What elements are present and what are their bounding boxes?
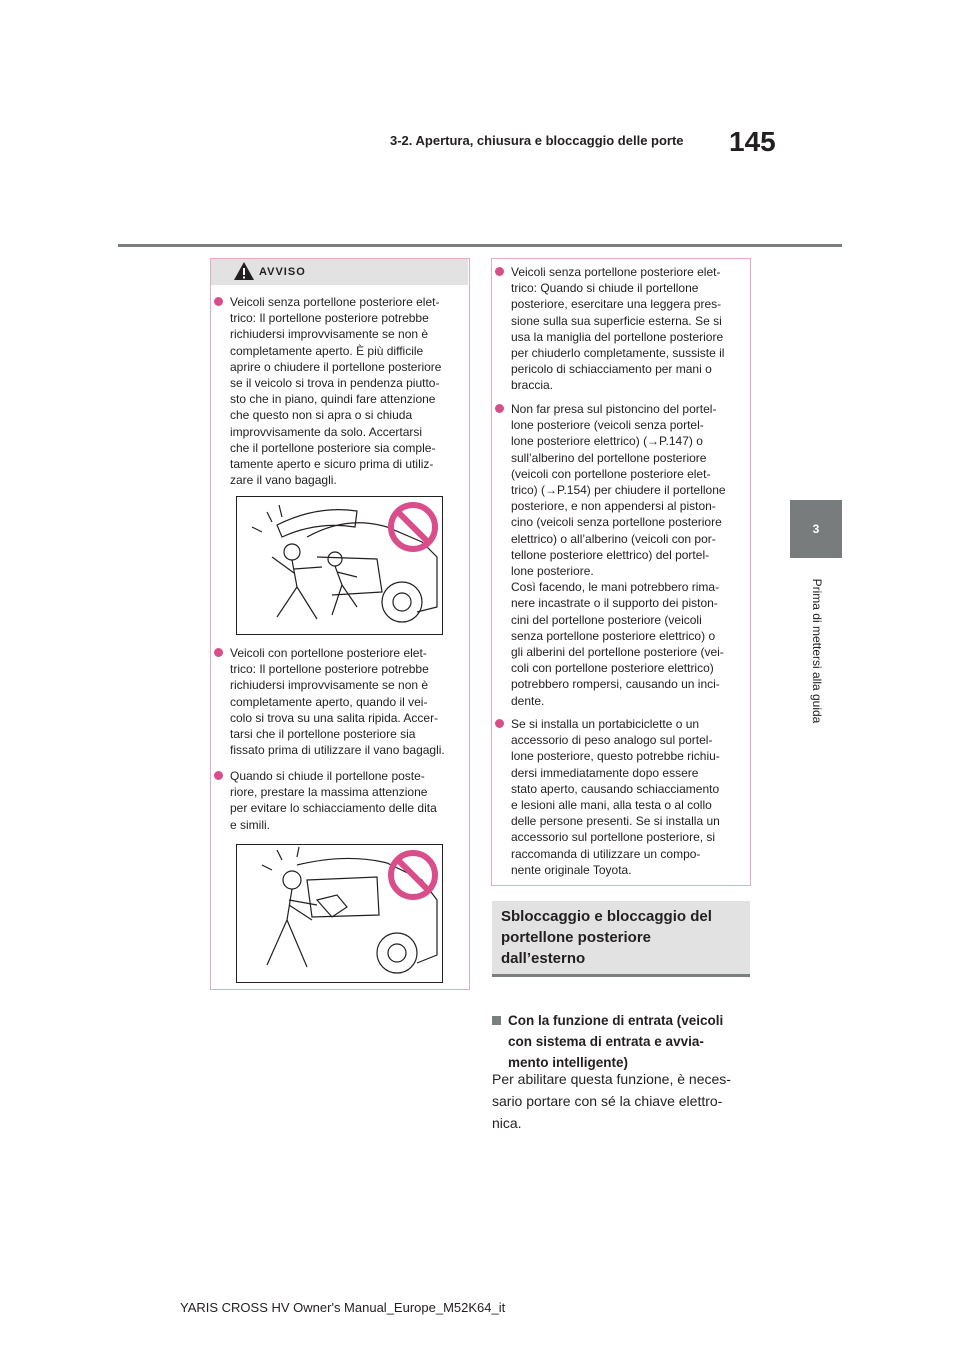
warning-item: Se si installa un portabiciclette o un accessorio di peso analogo sul portel- lone posteriore, questo potrebbe richiu- dersi immediatamente dopo essere stato aperto, causando schiacciamento e lesioni alle mani, alla testa o al collo delle persone presenti. Se si installa un accessorio sul portellone posteriore, si raccomanda di utilizzare un compo- nente originale Toyota. (495, 716, 745, 881)
page-number: 145 (729, 126, 776, 157)
header-rule (118, 244, 842, 247)
bullet-icon (214, 297, 223, 306)
illustration-tailgate-closing (236, 496, 443, 635)
bullet-icon (495, 404, 504, 413)
chapter-side-label (807, 566, 827, 736)
warning-item: Veicoli senza portellone posteriore elet- trico: Il portellone posteriore potrebbe richiudersi improvvisamente se non è completamente aperto. È più difficile aprire o chiudere il portellone posteriore se il veicolo si trova in pendenza piutto- sto che in piano, quindi fare attenzione che questo non si apra o si chiuda improvvisamente da solo. Accertarsi che il portellone posteriore sia comple- tamente aperto e sicuro prima di utiliz- zare il vano bagagli. (214, 294, 464, 494)
section-title: 3-2. Apertura, chiusura e bloccaggio delle porte (390, 133, 684, 148)
chapter-tab: 3 (790, 500, 842, 558)
paragraph-body: Per abilitare questa funzione, è neces- sario portare con sé la chiave elettro- nica. (492, 1071, 731, 1131)
square-bullet-icon (492, 1016, 501, 1025)
warning-item: Non far presa sul pistoncino del portel- lone posteriore (veicoli senza portel- lone posteriore elettrico) (→P.147) o sull’alberino del portellone posteriore (veicoli con portellone posteriore elet- trico) (→P.154) per chiudere il portellone posteriore, e non appendersi al piston- cino (veicoli senza portellone posteriore elettrico) o all’alberino (veicoli con por- tellone posteriore elettrico) del portel- lone posteriore. Così facendo, le mani potrebbero rima- nere incastrate o il supporto dei piston- cini del portellone posteriore (veicoli senza portellone posteriore elettrico) o gli alberini del portellone posteriore (vei- coli con portellone posteriore elettrico) potrebbero rompersi, causando un inci- dente. (495, 401, 745, 711)
warning-header (211, 259, 468, 285)
prohibition-icon (387, 849, 439, 901)
bullet-icon (214, 648, 223, 657)
footer-text: YARIS CROSS HV Owner's Manual_Europe_M52K64_it (180, 1300, 506, 1315)
warning-item: Veicoli senza portellone posteriore elet- trico: Quando si chiude il portellone posteriore, esercitare una leggera pres- sione sulla sua superficie esterna. Se si usa la maniglia del portellone posteriore per chiuderlo completamente, sussiste il pericolo di schiacciamento per mani o braccia. (495, 264, 745, 394)
bullet-icon (495, 719, 504, 728)
prohibition-icon (387, 501, 439, 553)
warning-item: Veicoli con portellone posteriore elet- trico: Il portellone posteriore potrebbe richiudersi improvvisamente se non è completamente aperto, quando il vei- colo si trova su una salita ripida. Accer- tarsi che il portellone posteriore sia fissato prima di utilizzare il vano bagagli. (214, 645, 464, 760)
warning-title: AVVISO (259, 266, 306, 278)
illustration-finger-pinch (236, 844, 443, 983)
bullet-icon (214, 771, 223, 780)
subsection-title: Sbloccaggio e bloccaggio del portellone posteriore dall’esterno (501, 908, 712, 967)
warning-triangle-icon (233, 261, 255, 281)
warning-item: Quando si chiude il portellone poste- riore, prestare la massima attenzione per evitare lo schiacciamento delle dita e simili. (214, 768, 464, 838)
bullet-icon (495, 267, 504, 276)
chapter-side-text: Prima di mettersi alla guida (810, 578, 824, 724)
subsection-heading-box (492, 901, 750, 977)
